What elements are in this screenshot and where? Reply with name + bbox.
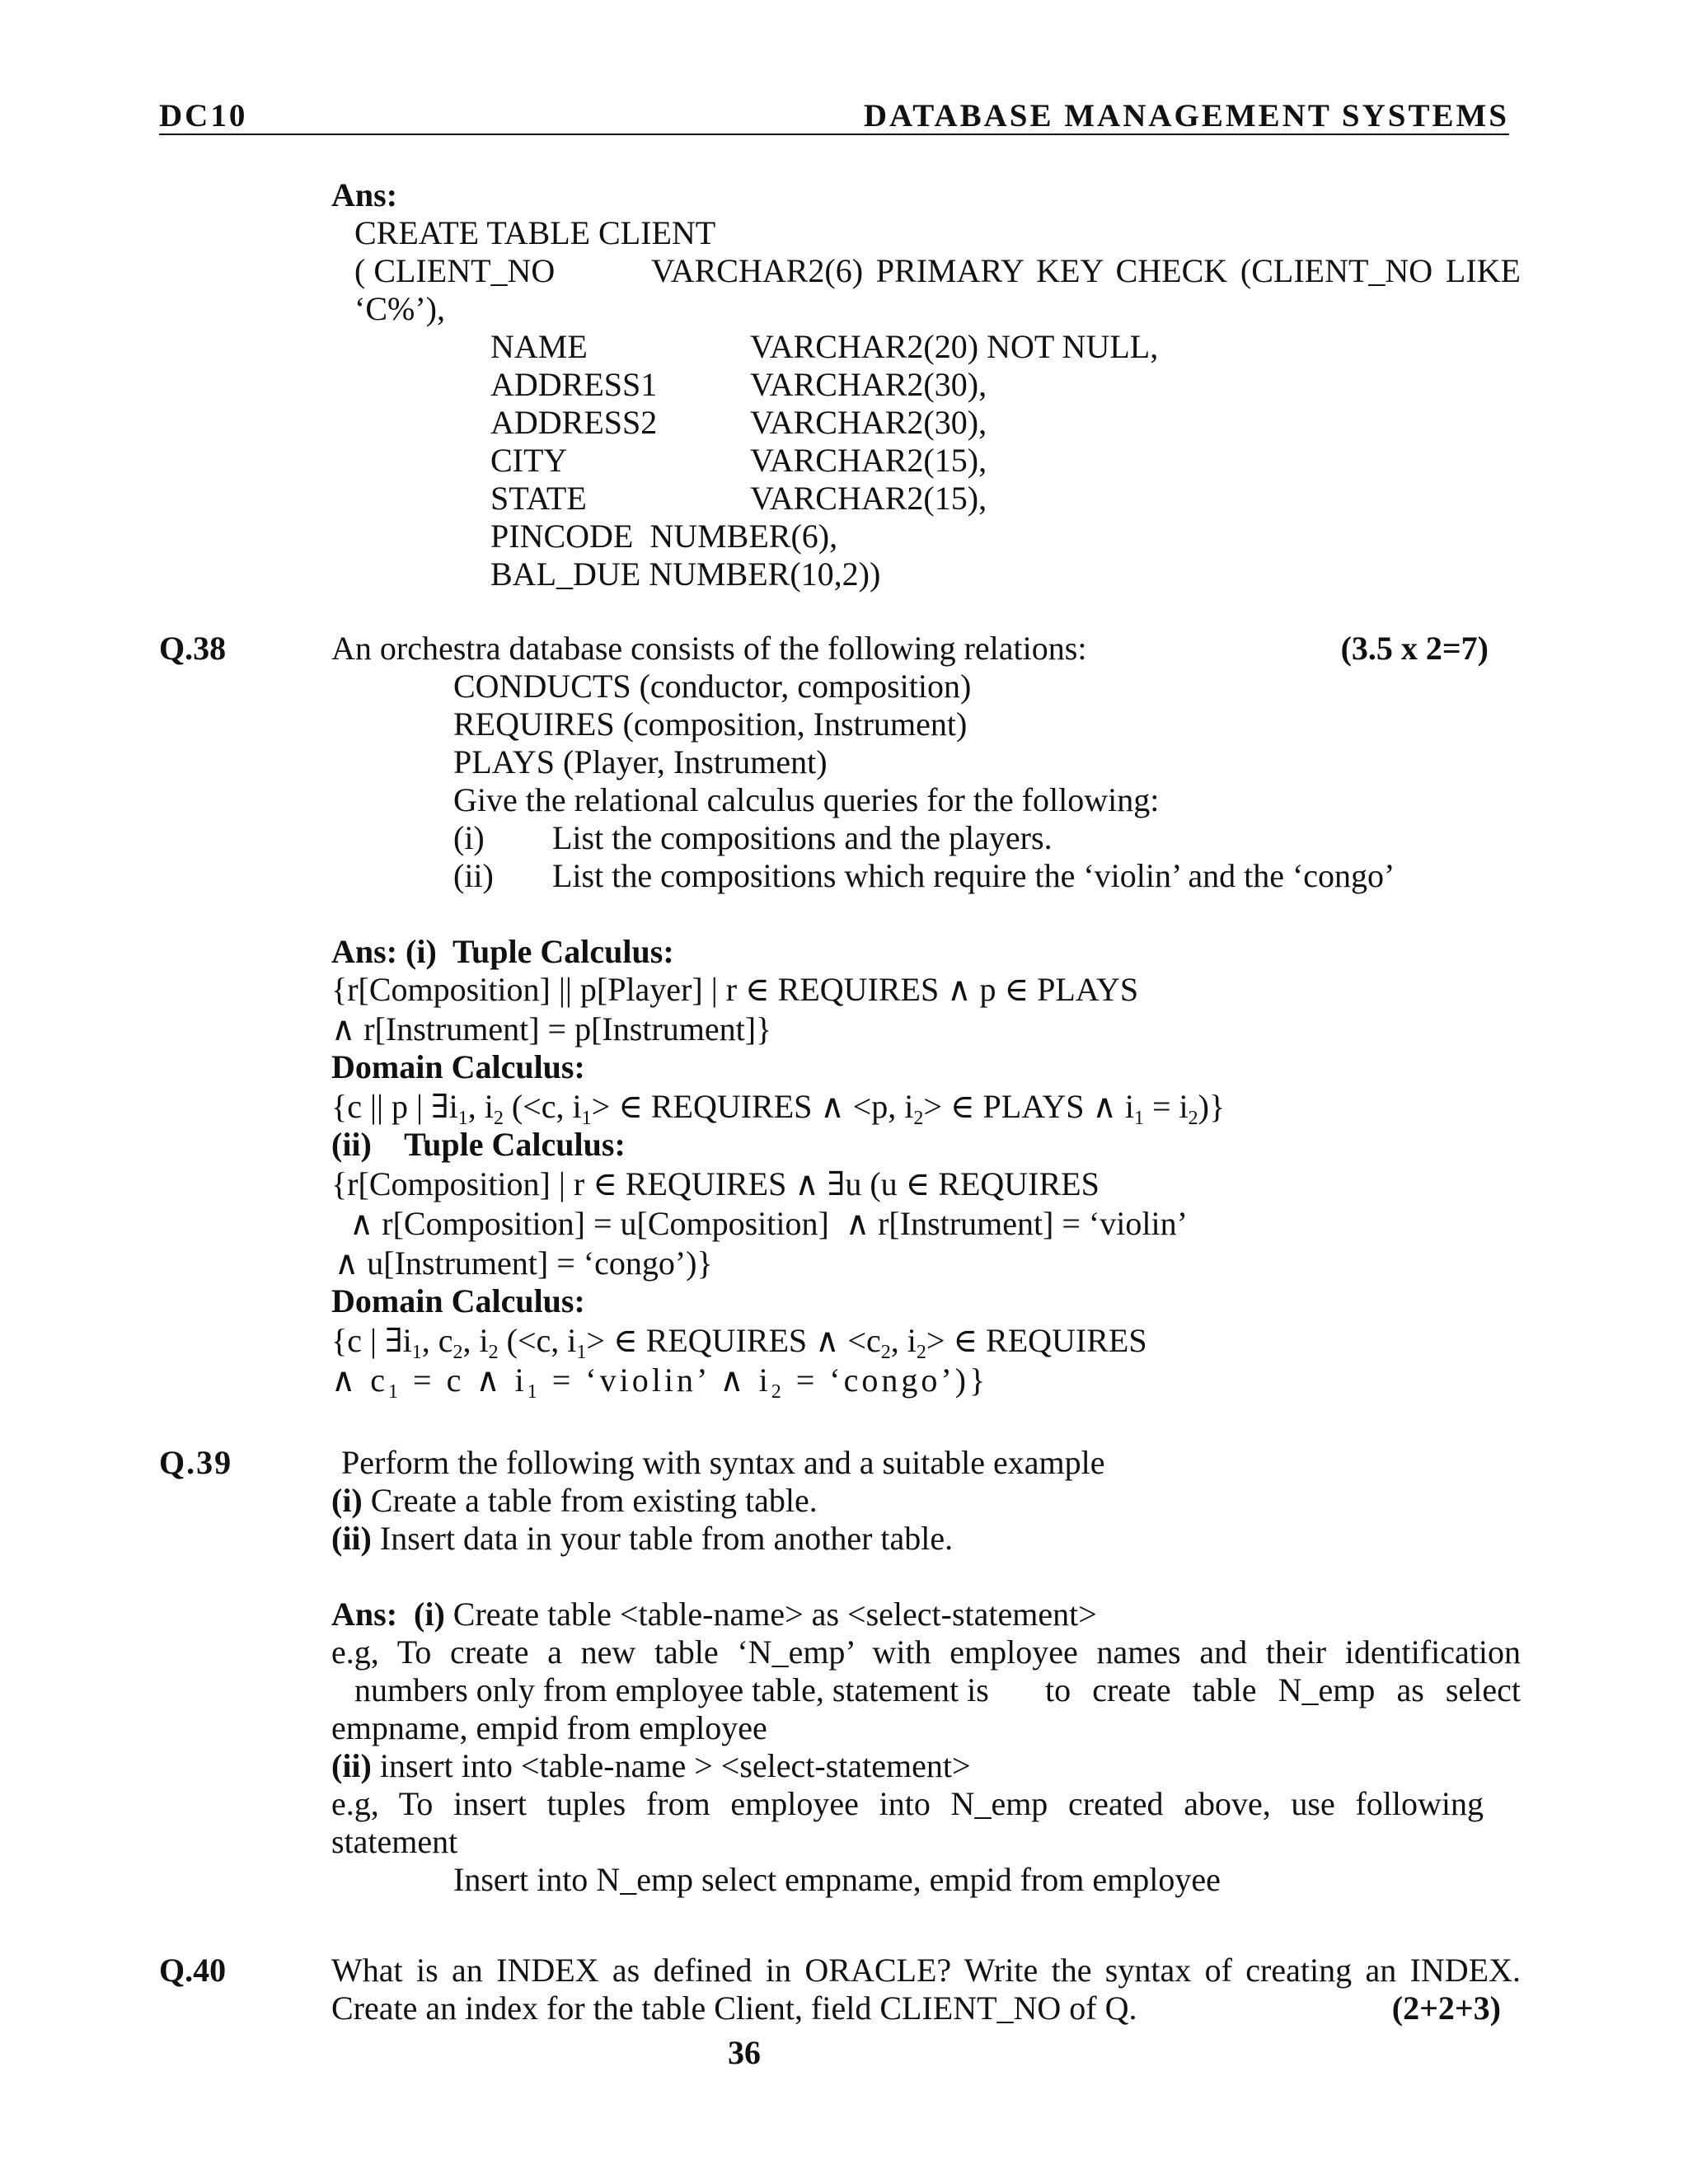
- baldue-line: BAL_DUE NUMBER(10,2)): [490, 555, 881, 593]
- formula-line: {r[Composition] | r ∈ REQUIRES ∧ ∃u (u ∈ REQUIRES: [331, 1165, 1100, 1202]
- instruction-line: Give the relational calculus queries for the following:: [453, 781, 1160, 818]
- formula-line: {c | $\exists i_1$, $c_2$, $i_2$ (<c, $i_1>$ ∈ REQUIRES ∧ $<c_2$, $i_2>$ ∈ REQUIRES: [331, 1322, 1147, 1363]
- relation-line: REQUIRES (composition, Instrument): [453, 705, 968, 743]
- page-number: 36: [728, 2034, 761, 2071]
- marks: (2+2+3): [1391, 1990, 1501, 2027]
- relation-line: PLAYS (Player, Instrument): [453, 743, 828, 780]
- client-no-column: ( CLIENT_NO: [354, 252, 556, 289]
- column-name: CITY: [490, 442, 568, 479]
- item-text: List the compositions which require the ‘violin’ and the ‘congo’: [552, 857, 1395, 894]
- column-type: VARCHAR2(15),: [750, 442, 987, 479]
- example-line: statement: [331, 1823, 458, 1860]
- formula-line: {r[Composition] || p[Player] | r ∈ REQUIRES ∧ p ∈ PLAYS: [331, 971, 1139, 1008]
- item-number: (i): [453, 819, 485, 856]
- formula-line: ∧ r[Instrument] = p[Instrument]}: [331, 1010, 772, 1047]
- header-rule: [159, 134, 1509, 135]
- example-line: numbers only from employee table, statement is: [354, 1671, 989, 1708]
- question-text: Perform the following with syntax and a suitable example: [341, 1444, 1105, 1481]
- question-number: Q.40: [159, 1952, 227, 1989]
- column-name: NAME: [490, 328, 588, 365]
- page-header-title: DATABASE MANAGEMENT SYSTEMS: [863, 98, 1509, 134]
- example-line: e.g, To create a new table ‘N_emp’ with employee names and their identification: [331, 1633, 1521, 1671]
- domain-calculus-heading: Domain Calculus:: [331, 1048, 585, 1085]
- column-type: VARCHAR2(30),: [750, 366, 987, 403]
- answer-heading: Ans: (i) Tuple Calculus:: [331, 933, 674, 970]
- example-line: empname, empid from employee: [331, 1709, 767, 1746]
- column-name: ADDRESS1: [490, 366, 658, 403]
- question-item: (i) Create a table from existing table.: [331, 1482, 818, 1519]
- formula-line: {c || p | $\exists i_1$, $i_2$ (<c, $i_1>$ ∈ REQUIRES ∧ <p, $i_2>$ ∈ PLAYS ∧ $i_1 = i_2$)}: [331, 1088, 1226, 1129]
- column-type: VARCHAR2(15),: [750, 480, 987, 517]
- question-text: What is an INDEX as defined in ORACLE? Write the syntax of creating an INDEX.: [331, 1952, 1521, 1989]
- formula-line: ∧ u[Instrument] = ‘congo’)}: [335, 1244, 713, 1282]
- code-line: Insert into N_emp select empname, empid from employee: [453, 1861, 1221, 1898]
- question-text: Create an index for the table Client, field CLIENT_NO of Q.: [331, 1990, 1137, 2027]
- column-type: VARCHAR2(30),: [750, 404, 987, 441]
- question-text: An orchestra database consists of the following relations:: [331, 630, 1087, 667]
- marks: (3.5 x 2=7): [1340, 630, 1489, 667]
- column-name: ADDRESS2: [490, 404, 658, 441]
- item-text: List the compositions and the players.: [552, 819, 1053, 856]
- client-no-type: VARCHAR2(6) PRIMARY KEY CHECK (CLIENT_NO LIKE: [651, 252, 1521, 289]
- answer-heading: (ii) Tuple Calculus:: [331, 1126, 626, 1163]
- relation-line: CONDUCTS (conductor, composition): [453, 668, 972, 705]
- question-number: Q.39: [159, 1444, 233, 1481]
- column-name: STATE: [490, 480, 587, 517]
- example-line: to create table N_emp as select: [1045, 1671, 1521, 1708]
- ans-label: Ans:: [331, 176, 398, 213]
- client-no-continuation: ‘C%’),: [354, 290, 445, 327]
- column-type: VARCHAR2(20) NOT NULL,: [750, 328, 1159, 365]
- answer-line: Ans: (i) Create table <table-name> as <select-statement>: [331, 1596, 1097, 1633]
- item-number: (ii): [453, 857, 494, 894]
- course-code: DC10: [159, 98, 248, 134]
- pincode-line: PINCODE NUMBER(6),: [490, 518, 838, 555]
- example-line: e.g, To insert tuples from employee into N_emp created above, use following: [331, 1785, 1484, 1822]
- create-table-line: CREATE TABLE CLIENT: [354, 214, 716, 251]
- domain-calculus-heading: Domain Calculus:: [331, 1282, 585, 1319]
- formula-line: ∧ r[Composition] = u[Composition] ∧ r[Instrument] = ‘violin’: [349, 1205, 1188, 1242]
- formula-line: ∧ $c_1 = c$ ∧ $i_1$ = ‘violin’ ∧ $i_2$ = ‘congo’)}: [331, 1361, 989, 1403]
- answer-line: (ii) insert into <table-name > <select-statement>: [331, 1747, 971, 1784]
- question-item: (ii) Insert data in your table from another table.: [331, 1520, 954, 1557]
- question-number: Q.38: [159, 630, 227, 667]
